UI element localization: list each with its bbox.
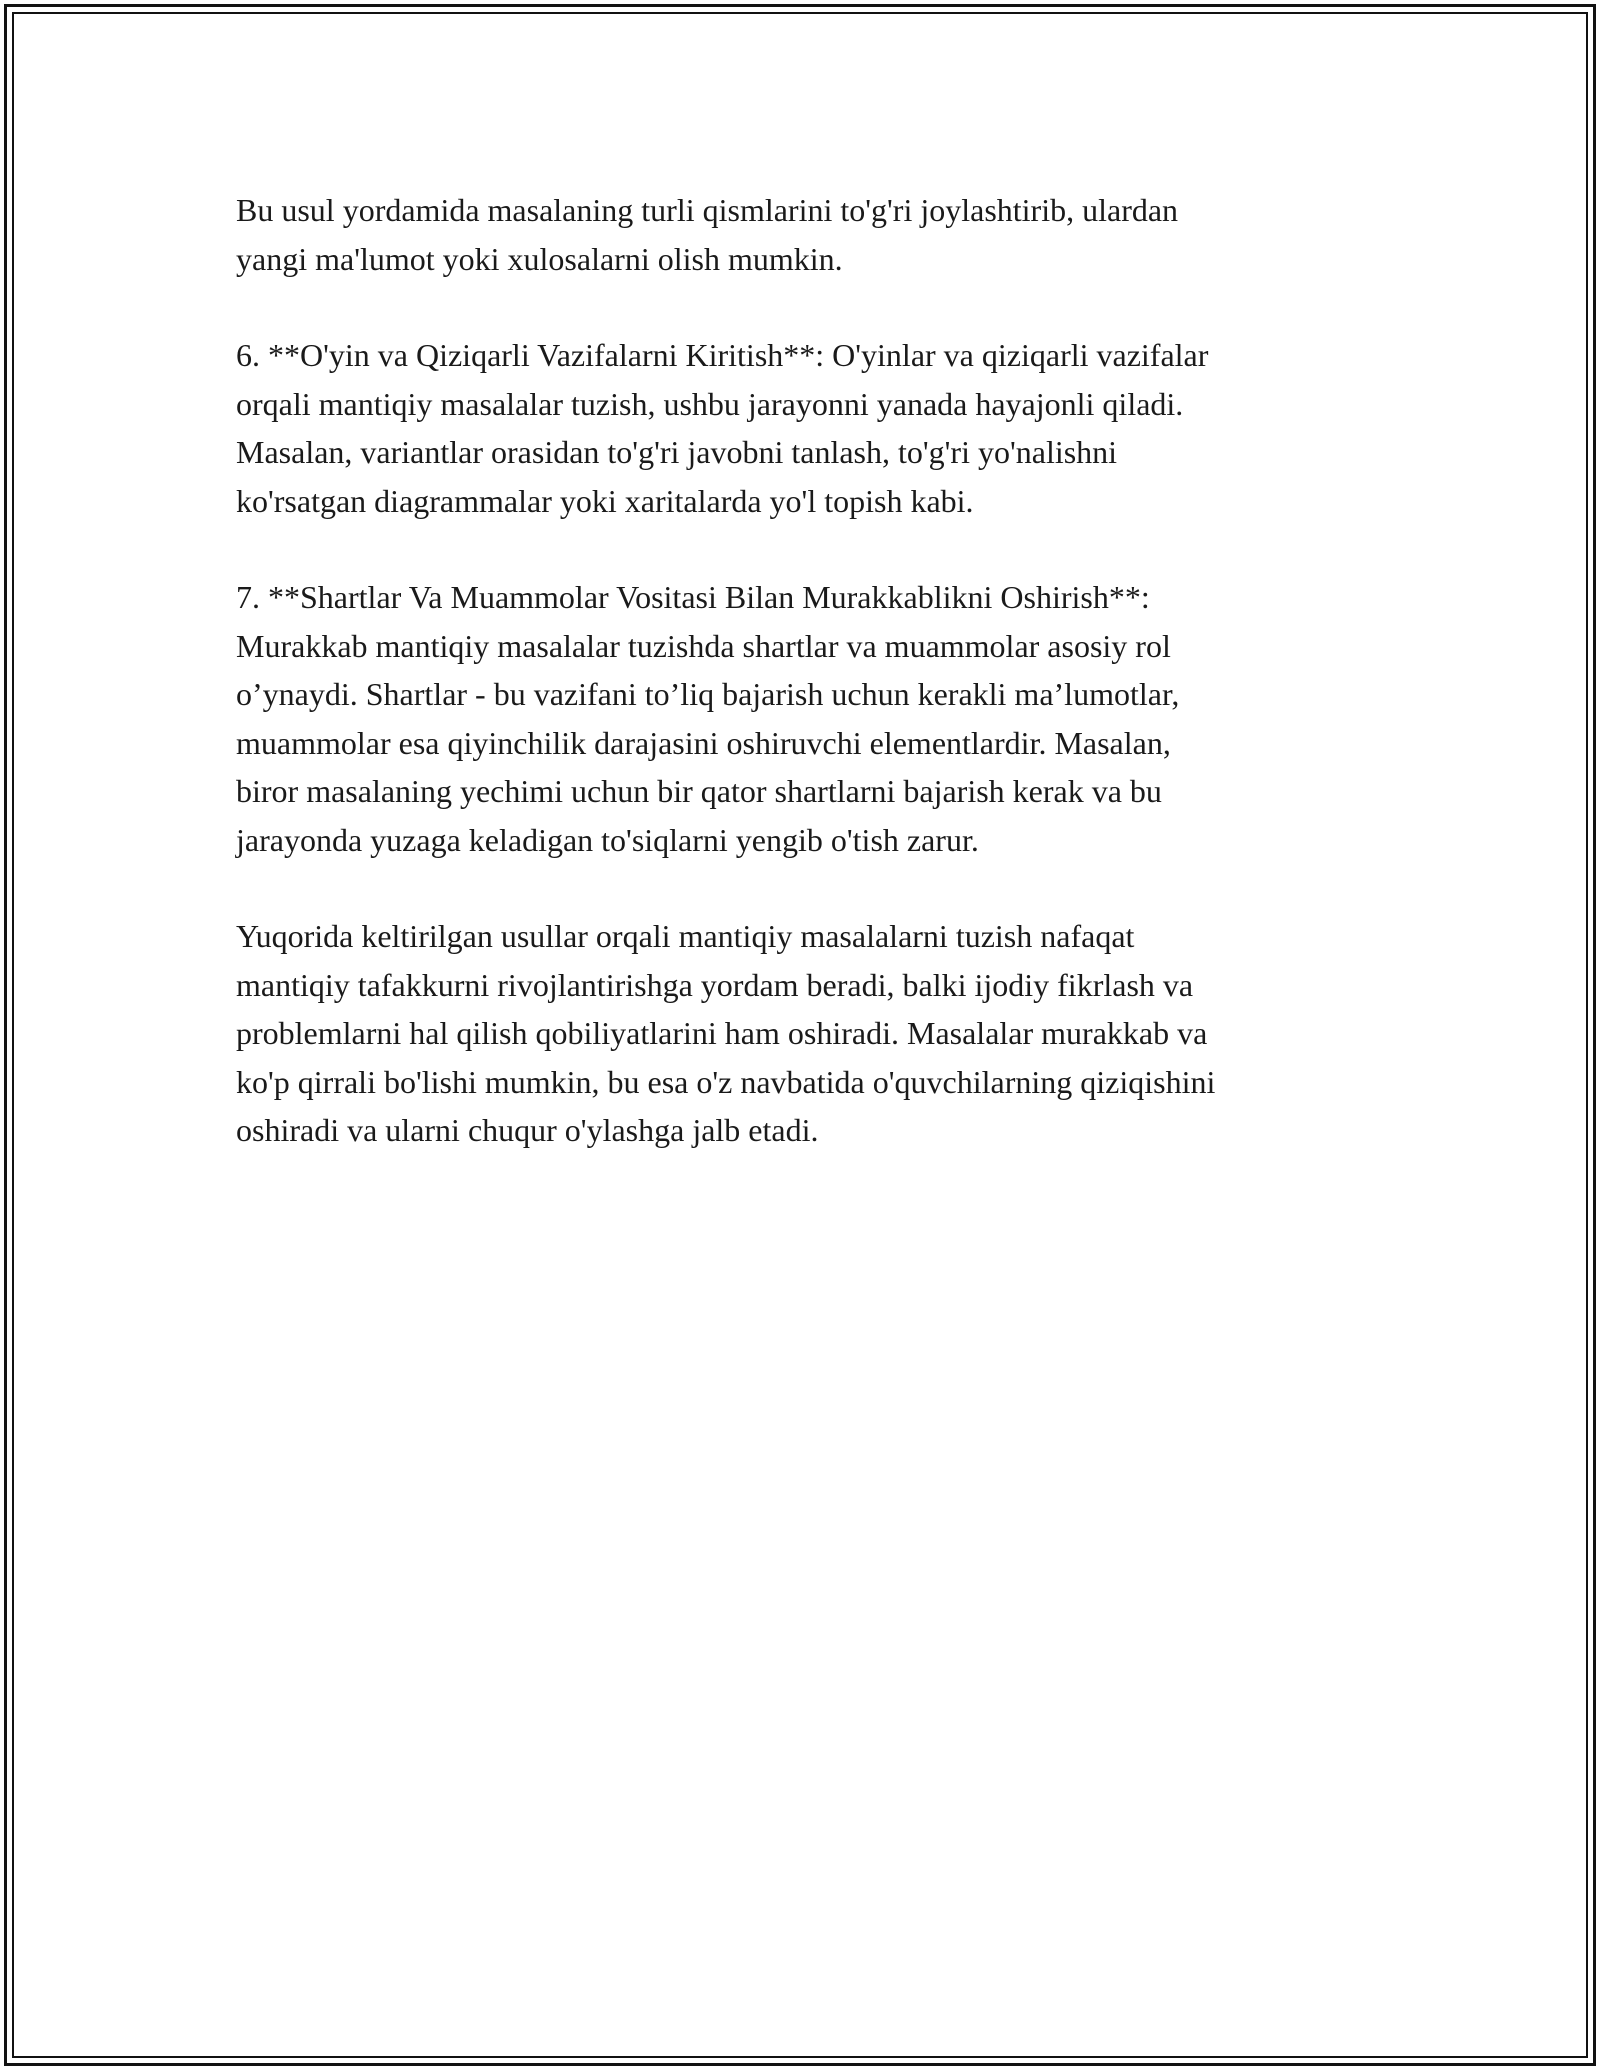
text-line: 7. **Shartlar Va Muammolar Vositasi Bilan Murakkablikni Oshirish**: bbox=[236, 579, 1150, 615]
text-line: ko'rsatgan diagrammalar yoki xaritalarda yo'l topish kabi. bbox=[236, 482, 974, 519]
text-line: Yuqorida keltirilgan usullar orqali mantiqiy masalalarni tuzish nafaqat bbox=[236, 918, 1135, 954]
document-body bbox=[236, 186, 1366, 1203]
text-line: mantiqiy tafakkurni rivojlantirishga yordam beradi, balki ijodiy fikrlash va bbox=[236, 966, 1194, 1003]
text-line: ko'p qirrali bo'lishi mumkin, bu esa o'z navbatida o'quvchilarning qiziqishini bbox=[236, 1063, 1216, 1100]
paragraph-item-7 bbox=[236, 573, 1366, 864]
text-line: Murakkab mantiqiy masalalar tuzishda shartlar va muammolar asosiy rol bbox=[236, 627, 1171, 664]
text-line: oshiradi va ularni chuqur o'ylashga jalb etadi. bbox=[236, 1112, 819, 1148]
paragraph-conclusion bbox=[236, 912, 1366, 1155]
text-line: biror masalaning yechimi uchun bir qator shartlarni bajarish kerak va bu bbox=[236, 773, 1162, 809]
paragraph-intro bbox=[236, 186, 1366, 283]
text-line: Masalan, variantlar orasidan to'g'ri javobni tanlash, to'g'ri yo'nalishni bbox=[236, 434, 1118, 470]
text-line: orqali mantiqiy masalalar tuzish, ushbu jarayonni yanada hayajonli qiladi. bbox=[236, 385, 1184, 422]
text-line: Bu usul yordamida masalaning turli qismlarini to'g'ri joylashtirib, ulardan bbox=[236, 192, 1179, 228]
text-line: jarayonda yuzaga keladigan to'siqlarni yengib o'tish zarur. bbox=[236, 821, 979, 858]
text-line: 6. **O'yin va Qiziqarli Vazifalarni Kiritish**: O'yinlar va qiziqarli vazifalar bbox=[236, 337, 1209, 373]
text-line: o’ynaydi. Shartlar - bu vazifani to’liq bajarish uchun kerakli ma’lumotlar, bbox=[236, 676, 1180, 712]
text-line: yangi ma'lumot yoki xulosalarni olish mumkin. bbox=[236, 240, 843, 277]
text-line: muammolar esa qiyinchilik darajasini oshiruvchi elementlardir. Masalan, bbox=[236, 724, 1171, 761]
paragraph-item-6 bbox=[236, 331, 1366, 525]
text-line: problemlarni hal qilish qobiliyatlarini ham oshiradi. Masalalar murakkab va bbox=[236, 1015, 1208, 1051]
